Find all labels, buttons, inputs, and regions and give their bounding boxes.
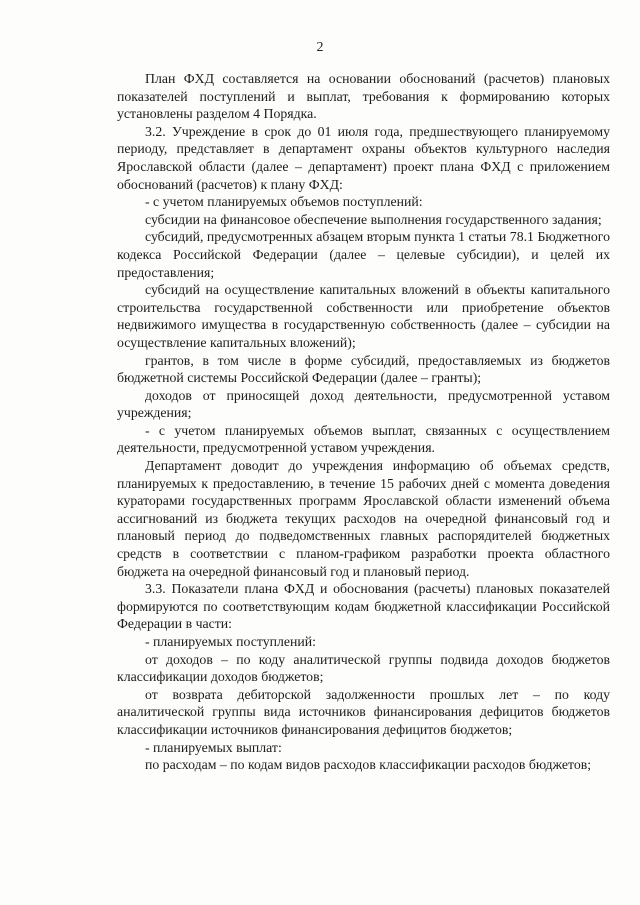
paragraph-3-2: 3.2. Учреждение в срок до 01 июля года, предшествующего планируемому периоду, представляет в департамент охраны объектов культурного наследия Ярославской области (далее – департамент) проект плана ФХД с приложением обоснований (расчетов) к плану ФХД: (117, 123, 610, 192)
list-item-from-income: от доходов – по коду аналитической группы подвида доходов бюджетов классификации доходов бюджетов; (117, 651, 610, 685)
list-item-grants: грантов, в том числе в форме субсидий, предоставляемых из бюджетов бюджетной системы Российской Федерации (далее – гранты); (117, 352, 610, 386)
paragraph-3-3: 3.3. Показатели плана ФХД и обоснования (расчеты) плановых показателей формируются по соответствующим кодам бюджетной классификации Российской Федерации в части: (117, 581, 610, 632)
list-item-planned-payments: - планируемых выплат: (145, 739, 282, 755)
list-item-receivables-return: от возврата дебиторской задолженности прошлых лет – по коду аналитической группы вида источников финансирования дефицитов бюджетов классификации источников финансирования дефицитов бюджетов; (117, 686, 610, 737)
list-item-capital-subsidies: субсидий на осуществление капитальных вложений в объекты капитального строительства государственной собственности или приобретение объектов недвижимого имущества в государственную собственность (далее – субсидии на осуществление капитальных вложений); (117, 282, 610, 350)
page-number: 2 (316, 40, 324, 55)
list-item-planned-revenue: - планируемых поступлений: (145, 634, 316, 649)
paragraph-department-info: Департамент доводит до учреждения информацию об объемах средств, планируемых к предоставлению, в течение 15 рабочих дней с момента доведения кураторами государственных программ Ярославской области изменений объема ассигнований из бюджета текущих расходов на очередной финансовый год и плановый период до подведомственных главных распорядителей бюджетных средств в соответствии с планом-графиком разработки проекта областного бюджета на очередной финансовый год и плановый период. (117, 458, 610, 579)
list-item-expenses: по расходам – по кодам видов расходов классификации расходов бюджетов; (145, 757, 592, 773)
paragraph-plan-fhd: План ФХД составляется на основании обоснований (расчетов) плановых показателей поступлений и выплат, требования к формированию которых установлены разделом 4 Порядка. (117, 71, 610, 122)
list-item-payment-volumes: - с учетом планируемых объемов выплат, связанных с осуществлением деятельности, предусмотренной уставом учреждения. (117, 422, 610, 456)
document-body (117, 70, 610, 774)
list-item-state-task-subsidy: субсидии на финансовое обеспечение выполнения государственного задания; (145, 211, 602, 227)
list-item-revenue-volumes: - с учетом планируемых объемов поступлений: (145, 194, 423, 210)
list-item-income-activity: доходов от приносящей доход деятельности, предусмотренной уставом учреждения; (117, 387, 610, 421)
list-item-target-subsidies: субсидий, предусмотренных абзацем вторым пункта 1 статьи 78.1 Бюджетного кодекса Российской Федерации (далее – целевые субсидии), и целей их предоставления; (117, 229, 610, 280)
